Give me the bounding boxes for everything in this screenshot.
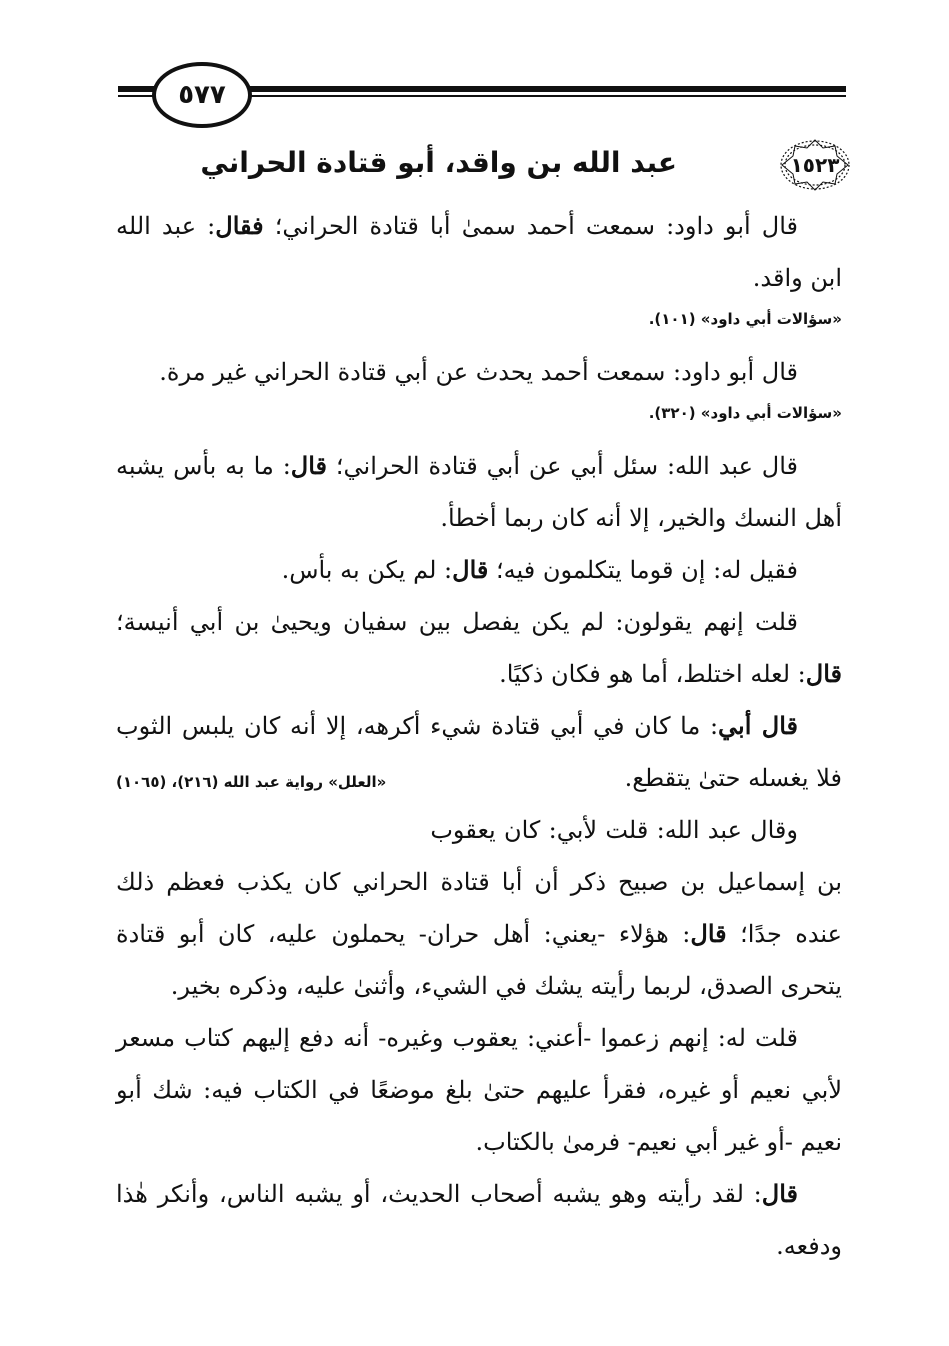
source-citation: «العلل» رواية عبد الله (٢١٦)، (١٠٦٥) <box>116 773 387 791</box>
paragraph-text: : ما به بأس يشبه أهل النسك والخير، إلا أنه كان ربما أخطأ. <box>116 452 842 532</box>
paragraph-text: قال أبو داود: سمعت أحمد سمىٰ أبا قتادة الحراني؛ <box>263 212 798 240</box>
paragraph-text: وقال عبد الله: قلت لأبي: كان يعقوب بن إسماعيل بن صبيح ذكر أن أبا قتادة الحراني كان يكذب فعظم ذلك عنده جدًا؛ <box>116 816 842 948</box>
keyword-qala: قال <box>761 1179 798 1208</box>
keyword-qala: قال <box>690 919 727 948</box>
entry-title: عبد الله بن واقد، أبو قتادة الحراني <box>200 146 677 179</box>
paragraph-text: : عبد الله ابن واقد. <box>116 212 842 292</box>
paragraph-text: قلت إنهم يقولون: لم يكن يفصل بين سفيان ويحيىٰ بن أبي أنيسة؛ <box>116 608 798 636</box>
paragraph-text: : هؤلاء -يعني: أهل حران- يحملون عليه، كان أبو قتادة يتحرى الصدق، لربما رأيته يشك في الشيء، وأثنىٰ عليه، وذكره بخير. <box>116 920 842 1000</box>
paragraph-text: : لقد رأيته وهو يشبه أصحاب الحديث، أو يشبه الناس، وأنكر هٰذا ودفعه. <box>116 1180 842 1260</box>
keyword-qala: قال <box>805 659 842 688</box>
paragraph-2: قال أبو داود: سمعت أحمد يحدث عن أبي قتادة الحراني غير مرة. <box>159 358 798 386</box>
paragraph-text: قال عبد الله: سئل أبي عن أبي قتادة الحراني؛ <box>327 452 798 480</box>
paragraph-text: : لعله اختلط، أما هو فكان ذكيًا. <box>499 660 806 688</box>
paragraph-1 <box>116 200 842 304</box>
paragraph-3 <box>116 440 842 544</box>
page-header <box>118 58 846 132</box>
entry-number-badge <box>778 138 852 192</box>
paragraph-9 <box>116 1168 842 1272</box>
keyword-qala: قال <box>290 451 328 480</box>
entry-body <box>116 200 842 1272</box>
paragraph-7 <box>116 804 842 1012</box>
source-citation: «سؤالات أبي داود» (١٠١). <box>648 310 842 328</box>
paragraph-5 <box>116 596 842 700</box>
paragraph-text: فقيل له: إن قوما يتكلمون فيه؛ <box>488 556 798 584</box>
keyword-qala-abi: قال أبي <box>718 711 798 740</box>
paragraph-4 <box>116 544 842 596</box>
keyword-qala: قال <box>452 555 489 584</box>
paragraph-8: قلت له: إنهم زعموا -أعني: يعقوب وغيره- أنه دفع إليهم كتاب مسعر لأبي نعيم أو غيره، فقرأ عليهم حتىٰ بلغ موضعًا في الكتاب فيه: شك أبو نعيم -أو غير أبي نعيم- فرمىٰ بالكتاب. <box>116 1024 843 1156</box>
keyword-qala: فقال <box>215 211 264 240</box>
entry-number: ١٥٢٣ <box>790 153 840 177</box>
paragraph-6 <box>116 700 842 804</box>
page-number: ٥٧٧ <box>152 62 252 128</box>
paragraph-text: : لم يكن به بأس. <box>281 556 453 584</box>
source-citation: «سؤالات أبي داود» (٣٢٠). <box>648 404 842 422</box>
paragraph-text: : ما كان في أبي قتادة شيء أكرهه، إلا أنه كان يلبس الثوب فلا يغسله حتىٰ يتقطع. <box>116 712 842 792</box>
